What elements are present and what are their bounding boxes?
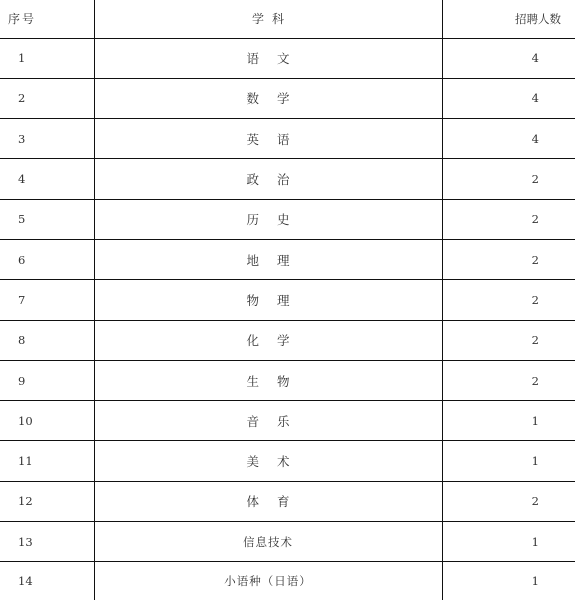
row-subject: 生物 xyxy=(94,360,442,400)
row-subject: 语文 xyxy=(94,38,442,78)
row-subject: 政治 xyxy=(94,159,442,199)
row-index: 6 xyxy=(0,239,94,279)
table-row xyxy=(0,441,575,481)
row-index: 9 xyxy=(0,360,94,400)
row-subject: 数学 xyxy=(94,78,442,118)
row-index: 7 xyxy=(0,280,94,320)
table-body xyxy=(0,38,575,600)
row-subject: 地理 xyxy=(94,239,442,279)
row-count: 1 xyxy=(531,574,539,589)
row-count: 2 xyxy=(442,199,575,239)
row-count: 4 xyxy=(442,119,575,159)
table-row xyxy=(0,159,575,199)
table-row xyxy=(0,401,575,441)
row-subject: 小语种（日语） xyxy=(94,562,442,600)
row-count: 1 xyxy=(442,401,575,441)
row-index: 13 xyxy=(0,522,94,562)
row-subject: 历史 xyxy=(94,199,442,239)
table-row xyxy=(0,562,575,600)
row-count: 2 xyxy=(442,360,575,400)
row-count: 2 xyxy=(442,320,575,360)
row-subject: 信息技术 xyxy=(94,522,442,562)
header-row xyxy=(0,0,575,38)
row-subject: 英语 xyxy=(94,119,442,159)
table-row xyxy=(0,78,575,118)
table-row xyxy=(0,38,575,78)
table-header xyxy=(0,0,575,38)
row-index: 3 xyxy=(0,119,94,159)
table-row xyxy=(0,360,575,400)
row-subject: 物理 xyxy=(94,280,442,320)
row-index: 14 xyxy=(0,562,94,600)
row-index: 8 xyxy=(0,320,94,360)
row-subject: 化学 xyxy=(94,320,442,360)
row-index: 4 xyxy=(0,159,94,199)
header-subject: 学科 xyxy=(94,0,442,38)
table-row xyxy=(0,119,575,159)
row-index: 5 xyxy=(0,199,94,239)
row-index: 12 xyxy=(0,481,94,521)
row-count: 4 xyxy=(442,38,575,78)
row-count: 2 xyxy=(442,481,575,521)
header-index: 序号 xyxy=(0,0,94,38)
row-index: 2 xyxy=(0,78,94,118)
table-row xyxy=(0,320,575,360)
row-subject: 音乐 xyxy=(94,401,442,441)
table-row xyxy=(0,522,575,562)
row-count: 1 xyxy=(442,522,575,562)
row-count: 2 xyxy=(442,159,575,199)
row-count: 2 xyxy=(442,280,575,320)
row-subject: 美术 xyxy=(94,441,442,481)
table-row xyxy=(0,199,575,239)
table-row xyxy=(0,280,575,320)
row-index: 10 xyxy=(0,401,94,441)
table-row xyxy=(0,481,575,521)
table-row xyxy=(0,239,575,279)
row-count: 4 xyxy=(442,78,575,118)
row-count: 2 xyxy=(442,239,575,279)
row-index: 11 xyxy=(0,441,94,481)
row-index: 1 xyxy=(0,38,94,78)
row-count: 1 xyxy=(442,441,575,481)
header-count: 招聘人数 xyxy=(442,0,575,38)
row-subject: 体育 xyxy=(94,481,442,521)
